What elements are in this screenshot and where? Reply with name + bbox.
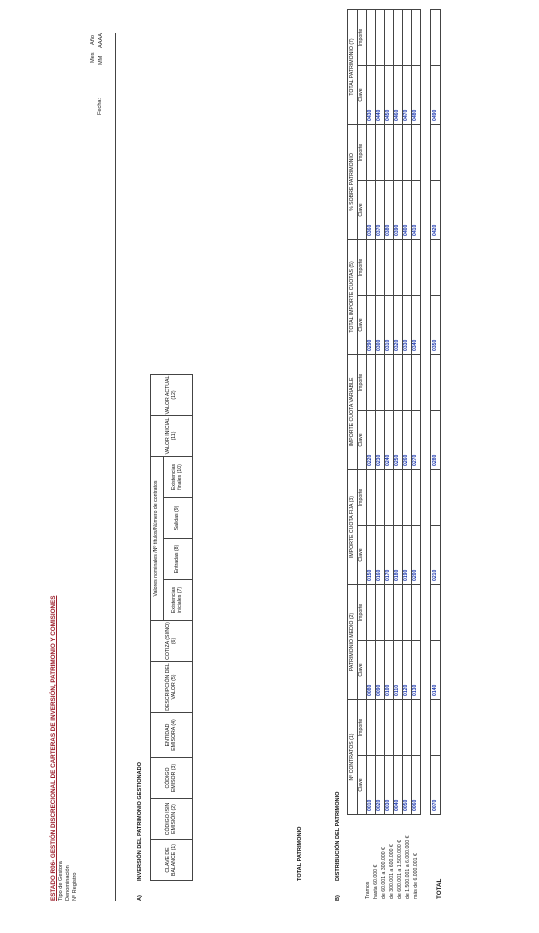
col-existencias-iniciales: Existencias iniciales (7) [164,580,193,621]
total-importe-cell [431,470,441,526]
clave-code: 0380 [385,181,394,240]
clave-code: 0020 [376,756,385,815]
clave-code: 0410 [412,181,421,240]
total-importe-cell [431,240,441,296]
clave-header: Clave [358,756,367,815]
clave-code: 0440 [376,66,385,125]
table-row [385,10,394,815]
importe-header: Importe [358,240,367,296]
clave-code: 0160 [376,526,385,585]
tipo-gestora-label: Tipo de Gestora [58,861,64,901]
importe-header: Importe [358,700,367,756]
clave-header: Clave [358,296,367,355]
fecha-label: Fecha: [97,97,103,115]
clave-code: 0150 [367,526,376,585]
clave-code: 0300 [376,296,385,355]
importe-cell [412,470,421,526]
importe-cell [367,125,376,181]
importe-cell [403,700,412,756]
importe-cell [385,700,394,756]
clave-code: 0100 [385,641,394,700]
clave-code: 0330 [403,296,412,355]
importe-cell [367,240,376,296]
clave-code: 0390 [394,181,403,240]
spacer-cell [421,585,431,641]
importe-cell [385,240,394,296]
spacer-cell [421,470,431,526]
spacer-cell [421,411,431,470]
group-header: TOTAL PATRIMONIO (7) [348,10,358,125]
importe-cell [385,10,394,66]
tramo-row-label: de 1.500.001 a 6.000.000 € [405,835,411,899]
section-a-title: INVERSIÓN DEL PATRIMONIO GESTIONADO [137,761,143,881]
clave-header: Clave [358,66,367,125]
group-header: IMPORTE CUOTA VARIABLE [348,355,358,470]
clave-code: 0130 [412,641,421,700]
spacer-cell [421,641,431,700]
total-importe-cell [431,700,441,756]
denominacion-label: Denominación [65,865,71,901]
group-header: % SOBRE PATRIMONIO [348,125,358,240]
spacer-cell [421,700,431,756]
header-divider [115,33,116,901]
clave-code: 0200 [412,526,421,585]
importe-cell [394,700,403,756]
group-header: Nº CONTRATOS (1) [348,700,358,815]
importe-cell [412,585,421,641]
importe-cell [394,125,403,181]
clave-code: 0310 [385,296,394,355]
importe-cell [394,240,403,296]
importe-cell [403,585,412,641]
importe-cell [403,240,412,296]
total-importe-cell [431,355,441,411]
distribucion-table [347,9,441,815]
clave-header: Clave [358,641,367,700]
clave-code: 0190 [403,526,412,585]
registro-label: Nº Registro [72,872,78,901]
clave-code: 0180 [394,526,403,585]
section-b-letter: B) [335,895,341,901]
clave-code: 0120 [403,641,412,700]
section-a-letter: A) [137,895,143,901]
importe-cell [403,10,412,66]
clave-code: 0470 [403,66,412,125]
tramo-row-label: de 600.001 a 1.500.000 € [397,839,403,899]
total-code: 0140 [431,641,441,700]
clave-code: 0240 [385,411,394,470]
clave-code: 0450 [385,66,394,125]
importe-cell [376,125,385,181]
col-cotiza: COTIZA (SI/NO) (6) [151,621,193,662]
clave-header: Clave [358,411,367,470]
spacer-cell [421,526,431,585]
importe-cell [403,470,412,526]
clave-code: 0050 [403,756,412,815]
total-code: 0420 [431,181,441,240]
table-row [412,10,421,815]
clave-code: 0110 [394,641,403,700]
importe-cell [412,10,421,66]
clave-code: 0460 [394,66,403,125]
total-code: 0210 [431,526,441,585]
group-header: IMPORTE CUOTA FIJA (3) [348,470,358,585]
clave-code: 0430 [367,66,376,125]
importe-cell [367,585,376,641]
col-codigo-emisor: CÓDIGO EMISOR (3) [151,758,193,799]
col-entidad-emisora: ENTIDAD EMISORA (4) [151,713,193,758]
col-group-valores: Valores nominales /Nº títulos/Número de contratos [151,457,164,621]
importe-cell [394,10,403,66]
importe-cell [367,355,376,411]
mes-label: Mes [90,52,96,63]
table-row [394,10,403,815]
clave-code: 0480 [412,66,421,125]
clave-code: 0370 [376,181,385,240]
total-importe-cell [431,125,441,181]
report-title: ESTADO R06- GESTIÓN DISCRECIONAL DE CARTERAS DE INVERSIÓN, PATRIMONIO Y COMISIONES [50,595,57,901]
clave-code: 0260 [403,411,412,470]
total-importe-cell [431,10,441,66]
clave-code: 0090 [376,641,385,700]
clave-code: 0400 [403,181,412,240]
col-clave-balance: CLAVE DE BALANCE (1) [151,840,193,881]
importe-cell [385,470,394,526]
tramo-row-label: de 60.001 a 300.000 € [381,847,387,899]
clave-code: 0230 [376,411,385,470]
col-isin: CÓDIGO ISIN EMISIÓN (2) [151,799,193,840]
col-entradas: Entradas (8) [164,539,193,580]
importe-cell [412,125,421,181]
group-header: PATRIMONIO MEDIO (2) [348,585,358,700]
group-header: TOTAL IMPORTE CUOTAS (5) [348,240,358,355]
importe-header: Importe [358,585,367,641]
col-valor-inicial: VALOR INICIAL (11) [151,416,193,457]
total-patrimonio-label: TOTAL PATRIMONIO [297,826,303,881]
tramo-row-label: de 300.001 a 600.000 € [389,844,395,899]
importe-cell [403,125,412,181]
importe-cell [394,355,403,411]
tramos-label: Tramos [365,881,371,899]
importe-cell [412,700,421,756]
importe-cell [385,585,394,641]
spacer-cell [421,125,431,181]
importe-cell [412,240,421,296]
importe-cell [367,10,376,66]
importe-cell [376,585,385,641]
clave-header: Clave [358,526,367,585]
clave-code: 0250 [394,411,403,470]
clave-code: 0320 [394,296,403,355]
clave-code: 0170 [385,526,394,585]
spacer-cell [421,756,431,815]
aaaa-value: AAAA [98,33,104,48]
mm-value: MM [98,55,104,65]
tramo-row-label: más de 6.000.001 € [413,853,419,899]
total-code: 0350 [431,296,441,355]
section-a-table [150,374,193,881]
total-row-label: TOTAL [436,878,443,899]
spacer-cell [421,355,431,411]
total-importe-cell [431,585,441,641]
importe-cell [376,700,385,756]
total-code: 0490 [431,66,441,125]
importe-cell [394,585,403,641]
importe-cell [376,355,385,411]
clave-code: 0080 [367,641,376,700]
importe-cell [385,355,394,411]
importe-cell [376,240,385,296]
importe-cell [376,470,385,526]
importe-cell [385,125,394,181]
spacer-cell [421,296,431,355]
clave-code: 0270 [412,411,421,470]
importe-cell [412,355,421,411]
clave-code: 0040 [394,756,403,815]
importe-header: Importe [358,470,367,526]
ano-label: Año [90,35,96,45]
spacer-cell [421,66,431,125]
clave-code: 0030 [385,756,394,815]
importe-header: Importe [358,10,367,66]
importe-cell [394,470,403,526]
importe-cell [367,470,376,526]
importe-cell [376,10,385,66]
col-descripcion: DESCRIPCIÓN DEL VALOR (5) [151,662,193,713]
col-existencias-finales: Existencias finales (10) [164,457,193,498]
spacer-cell [421,10,431,66]
col-valor-actual: VALOR ACTUAL (12) [151,375,193,416]
clave-header: Clave [358,181,367,240]
table-row [367,10,376,815]
col-salidas: Salidas (9) [164,498,193,539]
total-row [431,10,441,815]
clave-code: 0340 [412,296,421,355]
table-row [376,10,385,815]
importe-cell [367,700,376,756]
importe-header: Importe [358,355,367,411]
clave-code: 0360 [367,181,376,240]
spacer-cell [421,240,431,296]
spacer-cell [421,181,431,240]
section-b-title: DISTRIBUCIÓN DEL PATRIMONIO [335,791,341,881]
clave-code: 0220 [367,411,376,470]
importe-cell [403,355,412,411]
total-code: 0070 [431,756,441,815]
clave-code: 0060 [412,756,421,815]
clave-code: 0290 [367,296,376,355]
table-row [403,10,412,815]
importe-header: Importe [358,125,367,181]
tramo-row-label: hasta 60.000 € [373,864,379,899]
clave-code: 0010 [367,756,376,815]
total-code: 0280 [431,411,441,470]
